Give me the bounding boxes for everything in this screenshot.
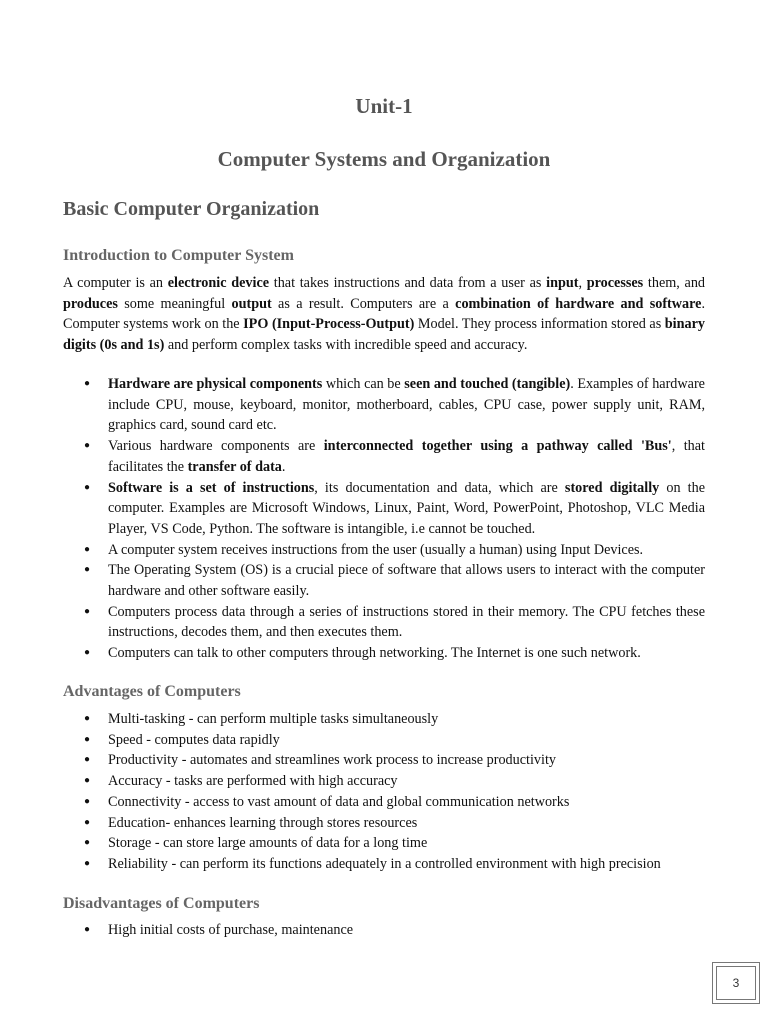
list-item: ● Multi-tasking - can perform multiple tasks simultaneously	[63, 709, 705, 730]
list-item: ● Storage - can store large amounts of data for a long time	[63, 833, 705, 854]
bold-text: seen and touched (tangible)	[404, 376, 571, 392]
page-number-box	[712, 962, 760, 1004]
bold-text: stored digitally	[564, 479, 660, 496]
text-run: ,	[578, 275, 587, 291]
disadvantages-heading: Disadvantages of Computers	[63, 895, 260, 912]
bold-text: binary digits (0s and 1s)	[63, 316, 705, 354]
intro-bullet-list	[63, 374, 705, 664]
text-run: on the computer. Examples are Microsoft Windows, Linux, Paint, Word, PowerPoint, Photoshop, VLC Media Player, VS Code, Python. The software is intangible, i.e cannot be touched.	[108, 479, 705, 537]
advantages-list	[63, 709, 705, 875]
intro-paragraph	[63, 273, 705, 356]
bold-text: Hardware are physical components	[108, 376, 323, 392]
intro-heading: Introduction to Computer System	[63, 247, 294, 264]
bold-text: combination of hardware and software	[455, 295, 702, 312]
text-run: and perform complex tasks with incredible speed and accuracy.	[164, 337, 528, 354]
page-number: 3	[716, 966, 756, 1000]
text-run: as a result. Computers are a	[271, 295, 456, 312]
bold-text: processes	[586, 275, 644, 291]
bold-text: IPO (Input-Process-Output)	[243, 316, 415, 333]
text-run: Computers process data through a series of instructions stored in their memory. The CPU fetches these instructions, decodes them, and then executes them.	[108, 603, 705, 641]
bold-text: input	[546, 275, 579, 291]
bullet-item	[63, 478, 705, 540]
text-run: A computer system receives instructions from the user (usually a human) using Input Devices.	[108, 541, 644, 558]
text-run: The Operating System (OS) is a crucial piece of software that allows users to interact with the computer hardware and other software easily.	[108, 562, 705, 600]
section-heading: Basic Computer Organization	[63, 198, 320, 220]
text-run: that takes instructions and data from a user as	[269, 275, 547, 291]
list-item: ● Accuracy - tasks are performed with high accuracy	[63, 771, 705, 792]
text-run: Computers can talk to other computers through networking. The Internet is one such network.	[108, 645, 641, 662]
bold-text: interconnected together using a pathway called 'Bus'	[323, 438, 672, 455]
text-run: , that facilitates the	[108, 438, 706, 475]
bold-text: electronic device	[167, 275, 270, 291]
bullet-item	[63, 560, 705, 601]
bullet-item	[63, 436, 705, 477]
text-run: which can be	[322, 376, 405, 392]
list-item: ● High initial costs of purchase, maintenance	[63, 920, 705, 941]
list-item: ● Productivity - automates and streamlines work process to increase productivity	[63, 750, 705, 771]
bold-text: Software is a set of instructions	[108, 479, 315, 496]
bullet-item	[63, 643, 705, 664]
text-run: Various hardware components are	[108, 438, 324, 455]
bold-text: produces	[63, 295, 118, 312]
text-run: . Computer systems work on the	[63, 295, 705, 333]
text-run: them, and	[643, 275, 706, 291]
bold-text: output	[231, 295, 272, 312]
list-item: ● Reliability - can perform its functions adequately in a controlled environment with high precision	[63, 854, 705, 875]
bullet-item	[63, 374, 705, 436]
advantages-heading: Advantages of Computers	[63, 683, 241, 700]
bold-text: transfer of data	[187, 458, 282, 475]
page-title: Computer Systems and Organization	[217, 147, 551, 171]
bullet-item	[63, 602, 705, 643]
bullet-item	[63, 540, 705, 561]
text-run: some meaningful	[117, 295, 232, 312]
text-run: Model. They process information stored as	[414, 316, 665, 333]
list-item: ● Speed - computes data rapidly	[63, 730, 705, 751]
unit-heading: Unit-1	[355, 94, 413, 118]
disadvantages-list	[63, 920, 705, 941]
list-item: ● Connectivity - access to vast amount of data and global communication networks	[63, 792, 705, 813]
text-run: , its documentation and data, which are	[314, 479, 565, 496]
text-run: A computer is an	[63, 275, 168, 291]
text-run: . Examples of hardware include CPU, mouse, keyboard, monitor, motherboard, cables, CPU case, power supply unit, RAM, graphics card, sound card etc.	[108, 376, 705, 434]
list-item: ● Education- enhances learning through stores resources	[63, 813, 705, 834]
text-run: .	[281, 458, 286, 475]
